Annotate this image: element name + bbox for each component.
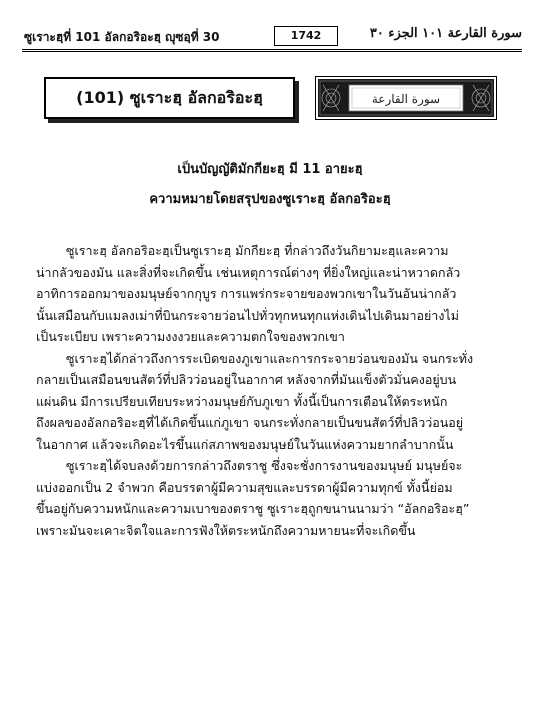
surah-title-box	[44, 77, 295, 119]
surah-title: (101) ซูเราะฮฺ อัลกอริอะฮฺ	[76, 88, 263, 107]
summary-heading: ความหมายโดยสรุปของซูเราะฮฺ อัลกอริอะฮฺ	[149, 192, 391, 207]
text-line: ซูเราะฮฺ อัลกอริอะฮฺเป็นซูเราะฮฺ มักกียะฮฺ ที่กล่าวถึงวันกิยามะฮฺและความ	[66, 243, 449, 258]
summary-body	[36, 240, 506, 541]
running-header	[22, 24, 522, 50]
paragraph	[36, 348, 506, 456]
text-line: ในอากาศ แล้วจะเกิดอะไรขึ้นแก่สภาพของมนุษย์ในวันแห่งความยากลำบากนั้น	[36, 436, 454, 452]
text-line: แผ่นดิน มีการเปรียบเทียบระหว่างมนุษย์กับภูเขา ทั้งนี้เป็นการเตือนให้ตระหนัก	[36, 393, 448, 409]
text-line: อาทิการออกมาของมนุษย์จากกุบูร การแพร่กระจายของพวกเขาในวันอันน่ากลัว	[36, 286, 457, 301]
text-line: แบ่งออกเป็น 2 จำพวก คือบรรดาผู้มีความสุขและบรรดาผู้มีความทุกข์ ทั้งนี้ย่อม	[36, 479, 453, 495]
header-arabic-title: سورة القارعة ١٠١ الجزء ٣٠	[369, 26, 522, 41]
surah-classification: เป็นบัญญัติมักกียะฮฺ มี 11 อายะฮฺ	[177, 162, 363, 177]
surah-banner	[315, 76, 497, 120]
text-line: ถึงผลของอัลกอริอะฮฺที่ได้เกิดขึ้นแก่ภูเขา จนกระทั่งกลายเป็นขนสัตว์ที่ปลิวว่อนอยู่	[36, 415, 464, 430]
text-line: ขึ้นอยู่กับความหนักและความเบาของตราชู ซูเราะฮฺถูกขนานนามว่า “อัลกอริอะฮฺ”	[36, 501, 470, 516]
banner-calligraphy: سورة القارعة	[371, 92, 441, 106]
paragraph	[36, 455, 506, 541]
text-line: เป็นระเบียบ เพราะความงงงวยและความตกใจของพวกเขา	[36, 329, 345, 344]
page-number: 1742	[274, 26, 338, 46]
text-line: น่ากลัวของมัน และสิ่งที่จะเกิดขึ้น เช่นเหตุการณ์ต่างๆ ที่ยิ่งใหญ่และน่าหวาดกลัว	[36, 264, 461, 280]
text-line: ซูเราะฮฺได้กล่าวถึงการระเบิดของภูเขาและการกระจายว่อนของมัน จนกระทั่ง	[66, 350, 474, 366]
paragraph	[36, 240, 506, 348]
text-line: นั้นเสมือนกับแมลงเม่าที่บินกระจายว่อนไปทั่วทุกหนทุกแห่งเดินไปเดินมาอย่างไม่	[36, 307, 459, 323]
text-line: ซูเราะฮฺได้จบลงด้วยการกล่าวถึงตราชู ซึ่งจะชั่งการงานของมนุษย์ มนุษย์จะ	[66, 458, 463, 473]
header-surah-info: ซูเราะฮฺที่ 101 อัลกอริอะฮฺ ญุซอฺที่ 30	[24, 30, 220, 44]
text-line: กลายเป็นเสมือนขนสัตว์ที่ปลิวว่อนอยู่ในอากาศ หลังจากที่มันแข็งตัวมั่นคงอยู่บน	[36, 372, 457, 387]
header-rule	[22, 49, 522, 52]
ornamental-banner-icon	[315, 76, 497, 120]
text-line: เพราะมันจะเคาะจิตใจและการฟังให้ตระหนักถึงความหายนะที่จะเกิดขึ้น	[36, 522, 416, 538]
